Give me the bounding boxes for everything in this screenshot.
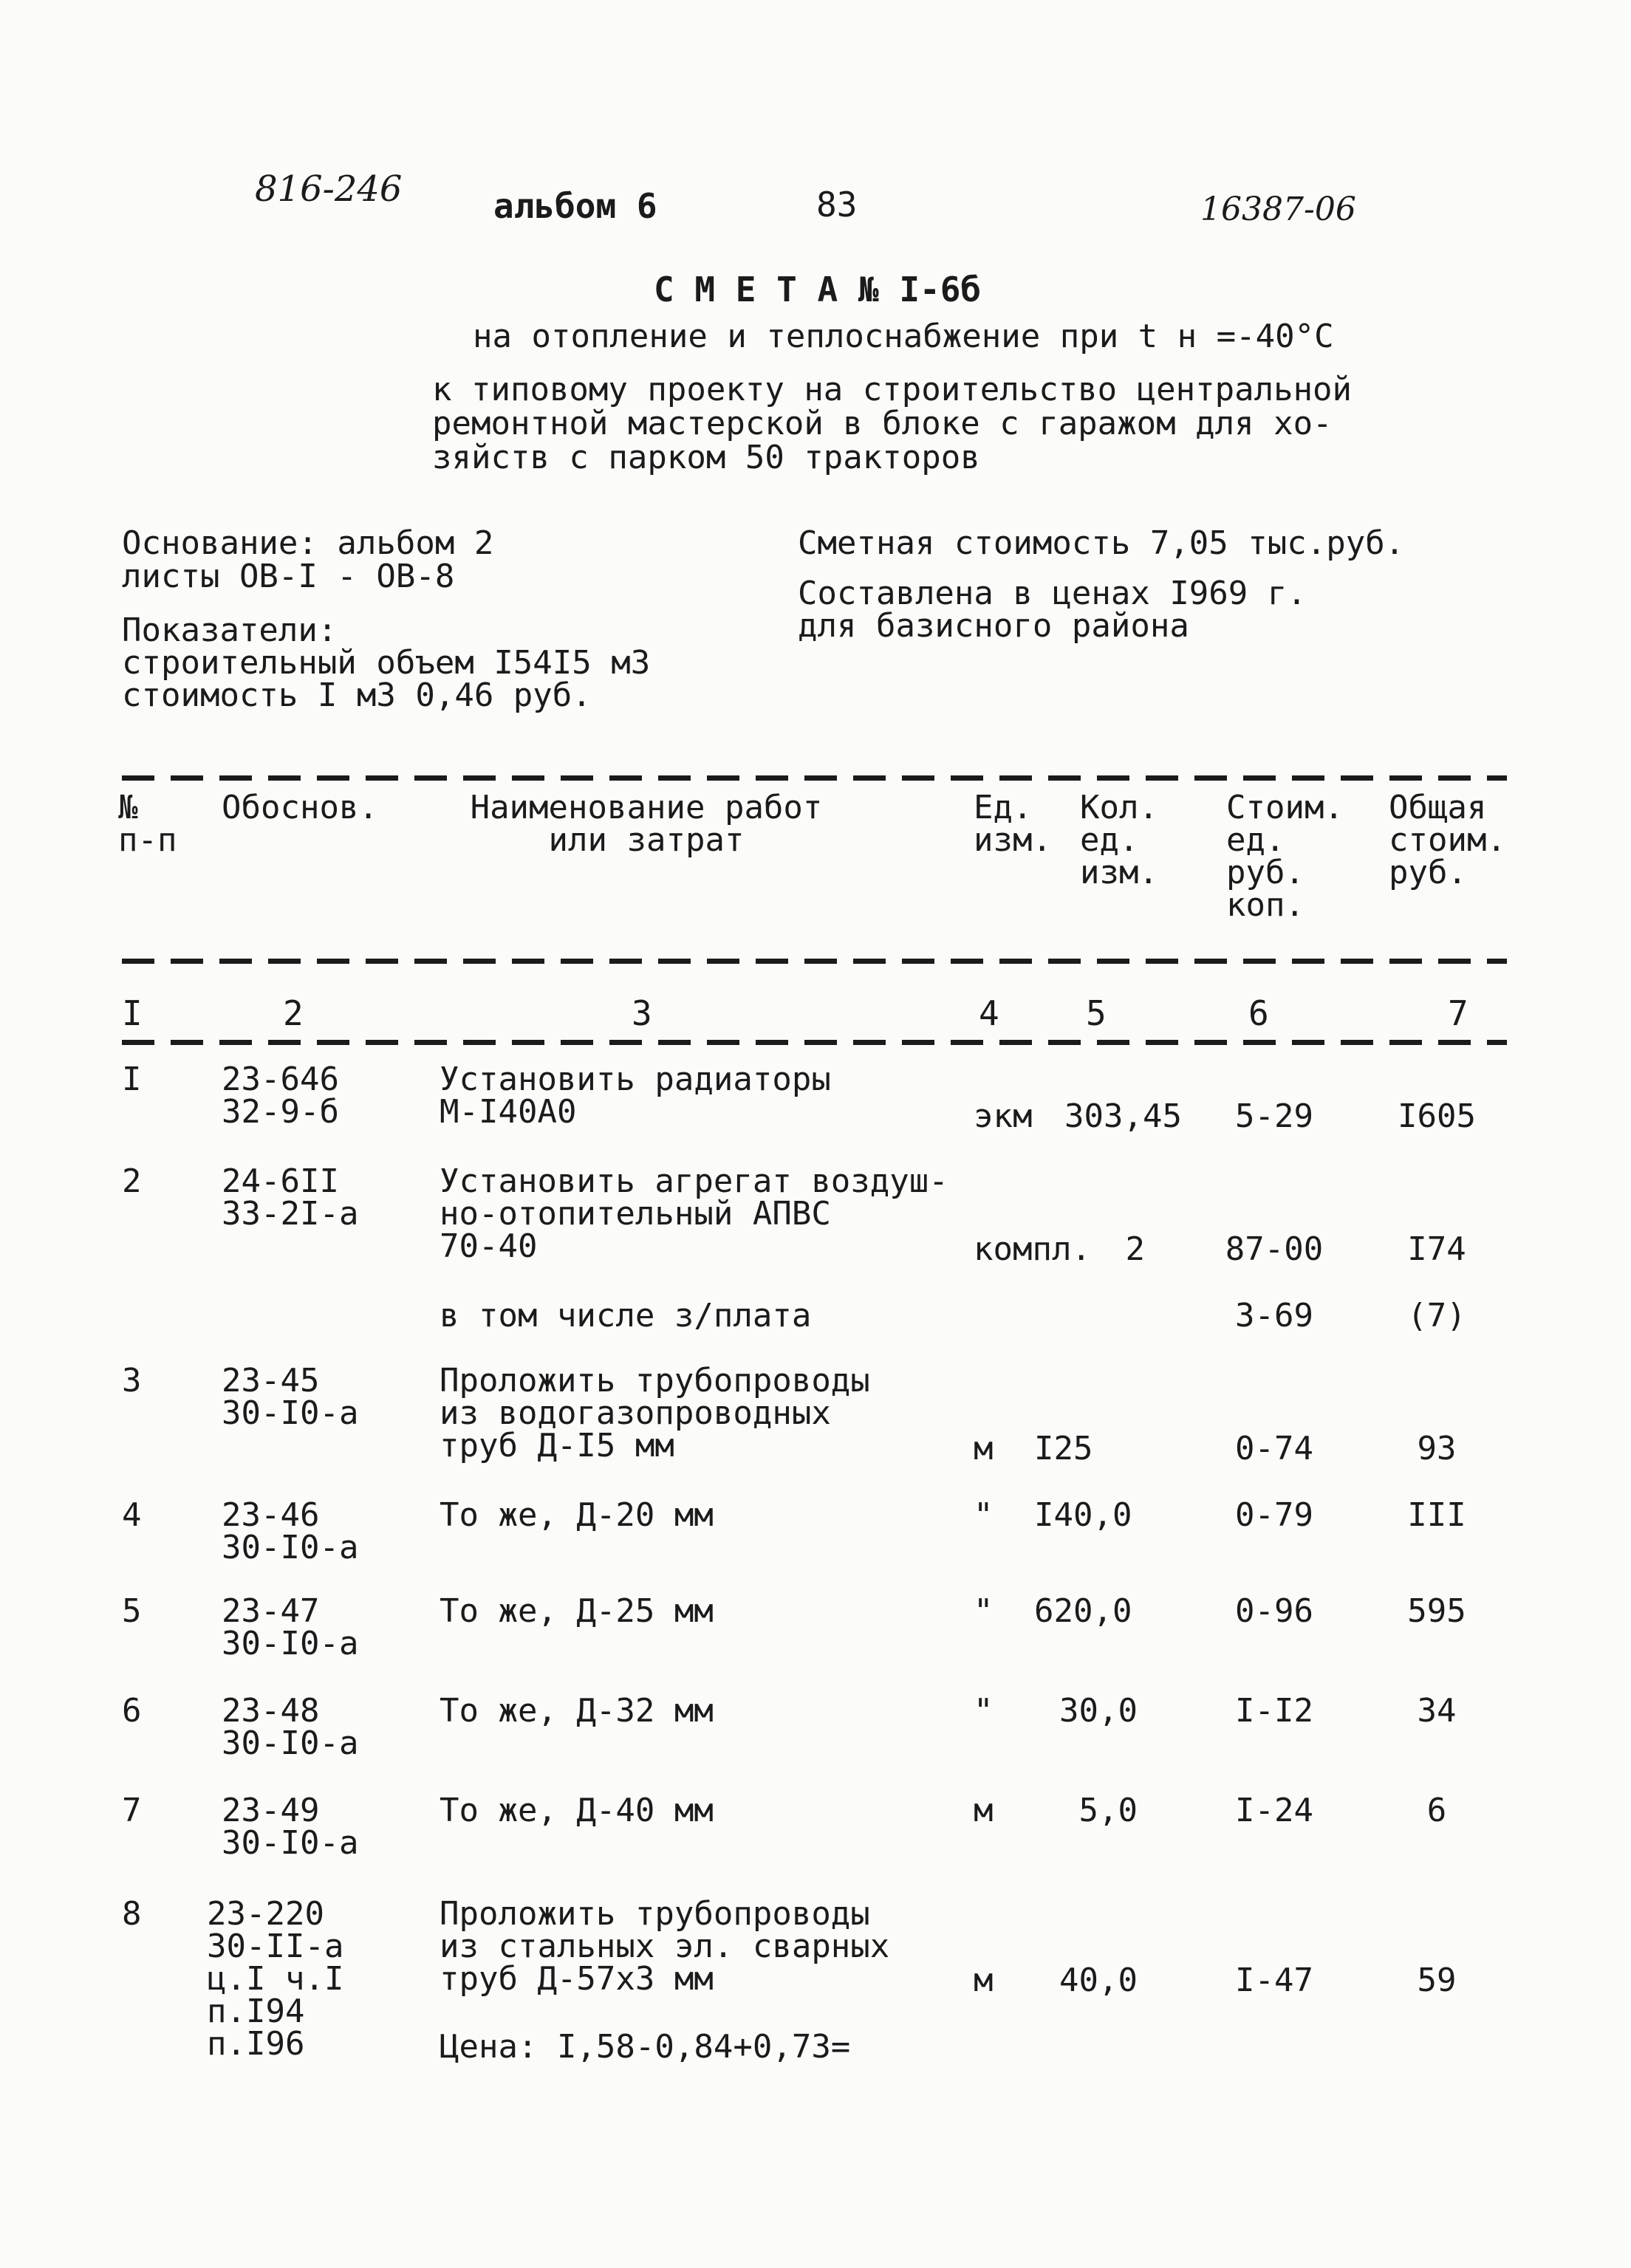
header-total: Общая стоим. руб. <box>1389 789 1506 891</box>
row-6-qty: 30,0 <box>1059 1692 1138 1730</box>
row-1-unit: экм <box>974 1097 1033 1135</box>
row-2-wages-label: в том числе з/плата <box>440 1297 812 1335</box>
row-8-total: 59 <box>1417 1962 1457 1999</box>
document-title: С М Е Т А № I-6б <box>654 270 982 309</box>
row-2-wages-total: (7) <box>1407 1297 1466 1335</box>
row-7-price: I-24 <box>1235 1792 1313 1829</box>
indicators-label: Показатели: <box>122 611 338 649</box>
row-3-unit: м <box>974 1430 994 1467</box>
col-number-1: I <box>122 993 143 1033</box>
basis-line-1: Основание: альбом 2 <box>122 524 494 562</box>
handwritten-code: 816-246 <box>255 168 403 210</box>
row-4-total: III <box>1407 1496 1466 1534</box>
estimate-cost: Сметная стоимость 7,05 тыс.руб. <box>798 524 1405 562</box>
row-3-qty: I25 <box>1034 1430 1093 1467</box>
header-qty: Кол. ед. изм. <box>1080 789 1158 891</box>
row-4-price: 0-79 <box>1235 1496 1313 1534</box>
subtitle-line-1: к типовому проекту на строительство центральной <box>432 371 1353 408</box>
page-number: 83 <box>816 185 858 225</box>
row-4-qty: I40,0 <box>1034 1496 1132 1534</box>
table-rule-header <box>122 959 1507 964</box>
album-label: альбом 6 <box>493 186 657 226</box>
row-8-number: 8 <box>122 1895 142 1933</box>
row-6-unit: " <box>974 1692 994 1730</box>
row-2-qty: 2 <box>1125 1230 1145 1268</box>
col-number-4: 4 <box>979 993 999 1033</box>
row-1-number: I <box>122 1061 142 1098</box>
row-5-unit: " <box>974 1592 994 1630</box>
row-2-wages-price: 3-69 <box>1235 1297 1313 1335</box>
table-rule-colnums <box>122 1040 1507 1045</box>
row-5-price: 0-96 <box>1235 1592 1313 1630</box>
table-rule-top <box>122 775 1507 781</box>
subtitle-line-2: ремонтной мастерской в блоке с гаражом для хо- <box>432 405 1333 442</box>
row-7-unit: м <box>974 1792 994 1829</box>
row-7-qty: 5,0 <box>1078 1792 1138 1829</box>
row-6-basis: 23-48 30-I0-а <box>222 1692 359 1762</box>
basis-line-2: листы ОВ-I - ОВ-8 <box>122 558 455 595</box>
row-3-price: 0-74 <box>1235 1430 1313 1467</box>
row-4-basis: 23-46 30-I0-а <box>222 1496 359 1566</box>
indicator-cost: стоимость I м3 0,46 руб. <box>122 676 592 714</box>
col-number-7: 7 <box>1448 993 1468 1033</box>
title-line-1: на отопление и теплоснабжение при t н =-40°С <box>473 318 1334 355</box>
row-4-name: То же, Д-20 мм <box>440 1496 714 1534</box>
row-5-qty: 620,0 <box>1034 1592 1132 1630</box>
row-4-number: 4 <box>122 1496 142 1534</box>
col-number-3: 3 <box>632 993 652 1033</box>
row-8-basis: 23-220 30-II-а ц.I ч.I п.I94 п.I96 <box>207 1895 344 2063</box>
header-name: Наименование работ или затрат <box>470 789 823 859</box>
row-2-number: 2 <box>122 1162 142 1200</box>
row-3-basis: 23-45 30-I0-а <box>222 1362 359 1432</box>
row-1-price: 5-29 <box>1235 1097 1313 1135</box>
prices-line-2: для базисного района <box>798 607 1189 645</box>
row-1-basis: 23-646 32-9-б <box>222 1061 339 1131</box>
row-8-qty: 40,0 <box>1059 1962 1138 1999</box>
row-3-number: 3 <box>122 1362 142 1399</box>
col-number-6: 6 <box>1248 993 1269 1033</box>
row-2-unit: компл. <box>974 1230 1091 1268</box>
row-4-unit: " <box>974 1496 994 1534</box>
row-2-basis: 24-6II 33-2I-а <box>222 1162 359 1233</box>
price-formula-note: Цена: I,58-0,84+0,73= <box>440 2028 851 2066</box>
row-3-name: Проложить трубопроводы из водогазопроводных труб Д-I5 мм <box>440 1362 870 1464</box>
header-basis: Обоснов. <box>222 789 378 826</box>
prices-line-1: Составлена в ценах I969 г. <box>798 575 1307 612</box>
col-number-5: 5 <box>1086 993 1107 1033</box>
row-1-total: I605 <box>1398 1097 1476 1135</box>
row-5-total: 595 <box>1407 1592 1466 1630</box>
header-unit: Ед. изм. <box>974 789 1052 859</box>
handwritten-ref: 16387-06 <box>1200 191 1356 228</box>
row-8-price: I-47 <box>1235 1962 1313 1999</box>
row-7-total: 6 <box>1426 1792 1447 1829</box>
indicator-volume: строительный объем I54I5 м3 <box>122 644 651 682</box>
row-6-name: То же, Д-32 мм <box>440 1692 714 1730</box>
row-5-basis: 23-47 30-I0-а <box>222 1592 359 1662</box>
row-8-name: Проложить трубопроводы из стальных эл. сварных труб Д-57х3 мм <box>440 1895 890 1998</box>
row-7-basis: 23-49 30-I0-а <box>222 1792 359 1862</box>
row-8-unit: м <box>974 1962 994 1999</box>
header-num: № п-п <box>118 789 177 859</box>
row-5-number: 5 <box>122 1592 142 1630</box>
row-6-total: 34 <box>1417 1692 1457 1730</box>
row-7-number: 7 <box>122 1792 142 1829</box>
row-2-total: I74 <box>1407 1230 1466 1268</box>
row-2-name: Установить агрегат воздуш- но-отопительный АПВС 70-40 <box>440 1162 948 1265</box>
row-5-name: То же, Д-25 мм <box>440 1592 714 1630</box>
header-price: Стоим. ед. руб. коп. <box>1226 789 1344 924</box>
subtitle-line-3: зяйств с парком 50 тракторов <box>432 439 980 476</box>
row-3-total: 93 <box>1417 1430 1457 1467</box>
col-number-2: 2 <box>283 993 304 1033</box>
row-7-name: То же, Д-40 мм <box>440 1792 714 1829</box>
row-1-name: Установить радиаторы М-I40А0 <box>440 1061 831 1131</box>
row-6-price: I-I2 <box>1235 1692 1313 1730</box>
row-2-price: 87-00 <box>1225 1230 1324 1268</box>
row-6-number: 6 <box>122 1692 142 1730</box>
row-1-qty: 303,45 <box>1064 1097 1182 1135</box>
